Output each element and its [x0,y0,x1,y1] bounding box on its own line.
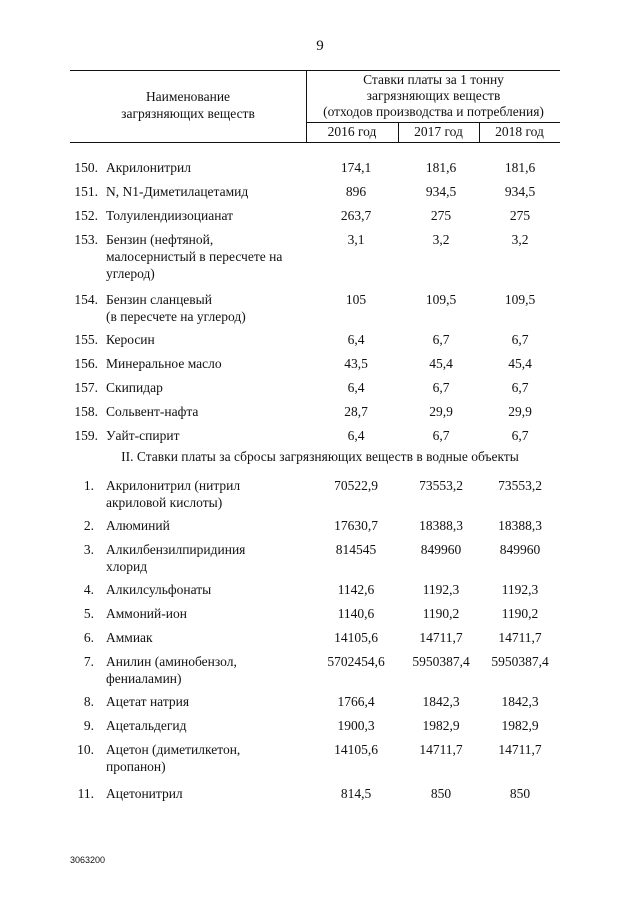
substance-name-line: Аммиак [106,630,153,645]
row-number: 3. [83,542,94,557]
rate-2018: 1982,9 [501,718,539,733]
rates-header-line: Ставки платы за 1 тонну [363,72,504,87]
row-number: 4. [83,582,94,597]
row-number: 8. [83,694,94,709]
year-2016-header: 2016 год [327,124,377,139]
substance-name [106,379,306,396]
substance-name [106,541,306,575]
rate-2016: 5702454,6 [327,654,385,669]
rate-2017: 275 [430,208,452,223]
substance-name [106,653,306,687]
row-number: 157. [74,380,98,395]
rate-2018: 3,2 [511,232,529,247]
substance-name [106,231,306,282]
rate-2018: 45,4 [508,356,532,371]
rate-2018: 1190,2 [501,606,539,621]
rate-2017: 73553,2 [419,478,463,493]
substance-name [106,207,306,224]
rate-2018: 109,5 [504,292,536,307]
rate-2016: 70522,9 [334,478,378,493]
rate-2016: 105 [345,292,367,307]
substance-name [106,741,306,775]
substance-name-line: Акрилонитрил [106,160,191,175]
rate-2017: 18388,3 [419,518,463,533]
substance-name-line: Алкилсульфонаты [106,582,212,597]
header-top-rule [70,70,560,71]
rate-2018: 850 [509,786,531,801]
rate-2017: 849960 [420,542,462,557]
rate-2018: 6,7 [511,380,529,395]
rate-2017: 1192,3 [422,582,460,597]
substance-name [106,693,306,710]
rate-2018: 14711,7 [498,630,542,645]
rate-2017: 1190,2 [422,606,460,621]
year-2018-header: 2018 год [495,124,544,139]
row-number: 150. [74,160,98,175]
row-number: 153. [74,232,98,247]
rate-2017: 109,5 [425,292,457,307]
rate-2017: 45,4 [429,356,453,371]
substance-name-line: Ацетат натрия [106,694,190,709]
rate-2018: 181,6 [504,160,536,175]
rate-2017: 29,9 [429,404,453,419]
rate-2018: 6,7 [511,428,529,443]
rate-2018: 934,5 [504,184,536,199]
substance-name-line: фениаламин) [106,671,182,686]
row-number: 156. [74,356,98,371]
rate-2016: 1140,6 [337,606,375,621]
row-number: 7. [83,654,94,669]
rate-2016: 1766,4 [337,694,375,709]
substance-name-line: Ацетонитрил [106,786,183,801]
rate-2016: 263,7 [340,208,372,223]
rate-2017: 5950387,4 [412,654,470,669]
rate-2016: 6,4 [347,332,365,347]
rate-2016: 896 [345,184,367,199]
substance-name-line: N, N1-Диметилацетамид [106,184,249,199]
substance-name-line: Скипидар [106,380,163,395]
rate-2018: 1842,3 [501,694,539,709]
rate-2017: 14711,7 [419,742,463,757]
row-number: 152. [74,208,98,223]
rate-2018: 29,9 [508,404,532,419]
row-number: 10. [77,742,94,757]
rate-2017: 14711,7 [419,630,463,645]
rate-2017: 6,7 [432,332,450,347]
rate-2017: 6,7 [432,428,450,443]
substance-name [106,717,306,734]
rate-2016: 6,4 [347,428,365,443]
row-number: 151. [74,184,98,199]
row-number: 11. [77,786,94,801]
substance-name [106,581,306,598]
row-number: 158. [74,404,98,419]
rate-2016: 3,1 [347,232,365,247]
substance-name-line: хлорид [106,559,148,574]
rate-2016: 6,4 [347,380,365,395]
rate-2018: 18388,3 [498,518,542,533]
substance-name-line: малосернистый в пересчете на [106,249,283,264]
substance-name-line: Алкилбензилпиридиния [106,542,246,557]
section-title: II. Ставки платы за сбросы загрязняющих веществ в водные объекты [121,449,519,464]
row-number: 155. [74,332,98,347]
rate-2018: 73553,2 [498,478,542,493]
rate-2017: 1982,9 [422,718,460,733]
rate-2017: 850 [430,786,452,801]
substance-name [106,403,306,420]
year-2017-header: 2017 год [414,124,463,139]
substance-name-line: (в пересчете на углерод) [106,309,246,324]
page-number: 9 [316,38,324,54]
substance-name-line: Сольвент-нафта [106,404,199,419]
rates-header-line: загрязняющих веществ [366,88,501,103]
rate-2018: 14711,7 [498,742,542,757]
substance-name-line: пропанон) [106,759,166,774]
header-years-rule [306,122,560,123]
substance-name-line: Ацетальдегид [106,718,187,733]
substance-name-line: Минеральное масло [106,356,222,371]
rate-2016: 43,5 [344,356,368,371]
rate-2016: 28,7 [344,404,368,419]
substance-name [106,291,306,325]
rate-2018: 6,7 [511,332,529,347]
substance-name [106,605,306,622]
substance-name [106,629,306,646]
rate-2017: 934,5 [425,184,457,199]
substance-name-line: Аммоний-ион [106,606,187,621]
rate-2016: 814545 [335,542,377,557]
rate-2018: 849960 [499,542,541,557]
name-header-line: загрязняющих веществ [121,106,255,121]
substance-name-line: Акрилонитрил (нитрил [106,478,241,493]
substance-name-line: Керосин [106,332,155,347]
row-number: 1. [83,478,94,493]
substance-name-line: Ацетон (диметилкетон, [106,742,241,757]
row-number: 6. [83,630,94,645]
substance-name [106,159,306,176]
row-number: 159. [74,428,98,443]
substance-name [106,785,306,802]
table-header [70,70,560,142]
substance-name-line: Алюминий [106,518,170,533]
name-column-header [70,88,306,122]
substance-name-line: углерод) [106,266,155,281]
substance-name [106,183,306,200]
rate-2016: 14105,6 [334,630,378,645]
rate-2017: 3,2 [432,232,450,247]
rate-2017: 1842,3 [422,694,460,709]
rates-column-header [307,72,560,120]
row-number: 154. [74,292,98,307]
substance-name [106,355,306,372]
substance-name-line: акриловой кислоты) [106,495,223,510]
substance-name [106,517,306,534]
rate-2018: 1192,3 [501,582,539,597]
rate-2017: 6,7 [432,380,450,395]
header-bottom-rule [70,142,560,143]
row-number: 9. [83,718,94,733]
rate-2017: 181,6 [425,160,457,175]
rate-2016: 174,1 [340,160,372,175]
substance-name [106,331,306,348]
footer-code: 3063200 [70,855,106,865]
substance-name-line: Анилин (аминобензол, [106,654,237,669]
substance-name-line: Уайт-спирит [106,428,180,443]
substance-name [106,477,306,511]
rate-2018: 275 [509,208,531,223]
rate-2016: 17630,7 [334,518,378,533]
rate-2016: 814,5 [340,786,372,801]
rates-header-line: (отходов производства и потребления) [323,104,544,119]
substance-name [106,427,306,444]
row-number: 2. [83,518,94,533]
rate-2018: 5950387,4 [491,654,549,669]
rate-2016: 1900,3 [337,718,375,733]
row-number: 5. [83,606,94,621]
substance-name-line: Бензин (нефтяной, [106,232,214,247]
substance-name-line: Толуилендиизоцианат [106,208,233,223]
name-header-line: Наименование [145,89,231,104]
rate-2016: 14105,6 [334,742,378,757]
substance-name-line: Бензин сланцевый [106,292,212,307]
rate-2016: 1142,6 [337,582,375,597]
